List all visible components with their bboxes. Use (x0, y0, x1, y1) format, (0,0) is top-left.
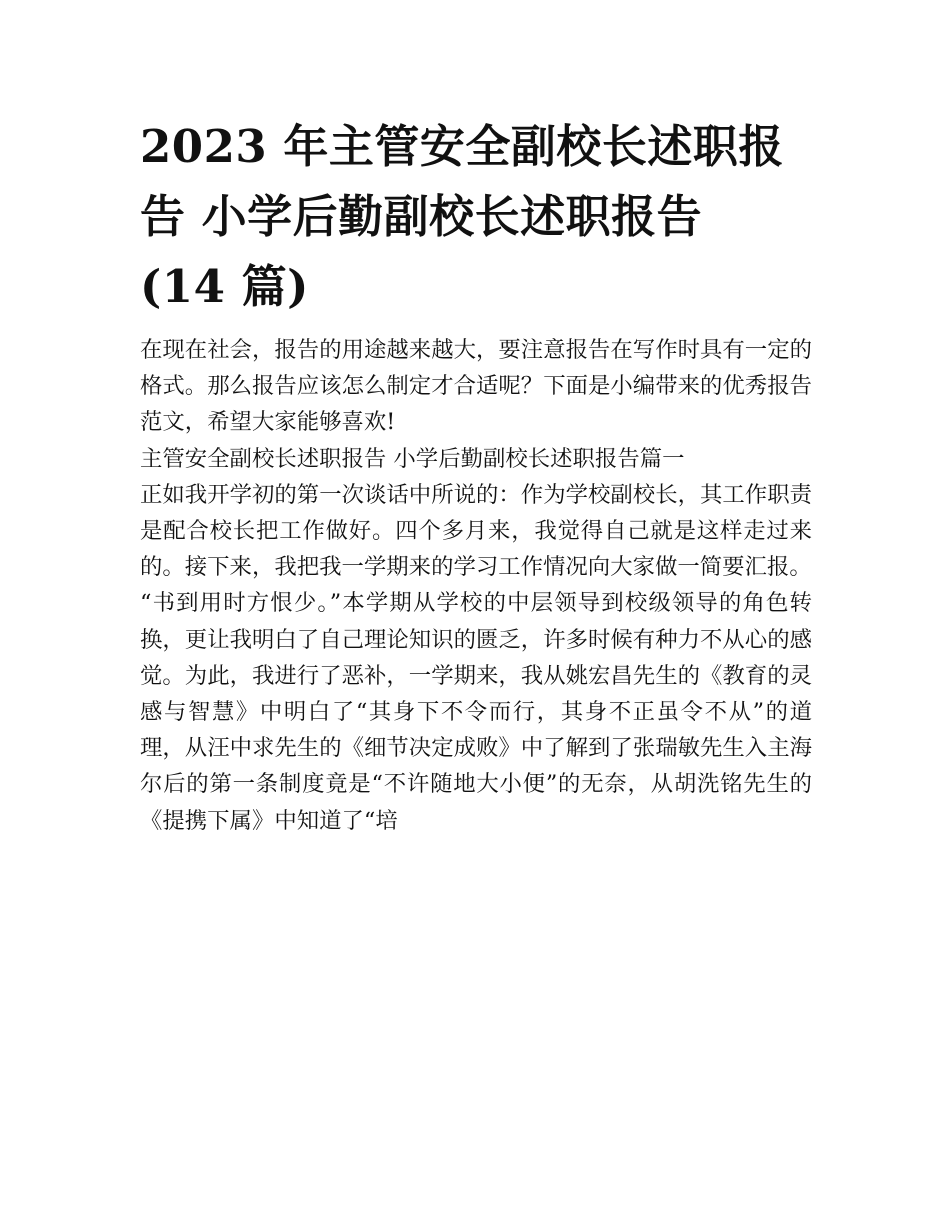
title-line-2: 告 小学后勤副校长述职报告 (140, 190, 703, 243)
intro-paragraph: 在现在社会，报告的用途越来越大，要注意报告在写作时具有一定的格式。那么报告应该怎么制定才合适呢？下面是小编带来的优秀报告范文，希望大家能够喜欢! (140, 337, 812, 436)
title-line-1: 2023 年主管安全副校长述职报 (140, 120, 784, 173)
section-heading: 主管安全副校长述职报告 小学后勤副校长述职报告篇一 (140, 445, 685, 472)
body-paragraph-2: “书到用时方恨少。”本学期从学校的中层领导到校级领导的角色转换，更让我明白了自己理论知识的匮乏，许多时候有种力不从心的感觉。为此，我进行了恶补，一学期来，我从姚宏昌先生的《教育的灵感与智慧》中明白了“其身下不令而行，其身不正虽令不从”的道理，从汪中求先生的《细节决定成败》中了解到了张瑞敏先生入主海尔后的第一条制度竟是“不许随地大小便”的无奈，从胡洗铭先生的《提携下属》中知道了“培 (140, 590, 812, 834)
document-page (140, 112, 812, 839)
document-title (140, 112, 812, 322)
document-body (140, 332, 812, 839)
title-line-3: (14 篇) (140, 260, 309, 313)
body-paragraph-1: 正如我开学初的第一次谈话中所说的：作为学校副校长，其工作职责是配合校长把工作做好。四个多月来，我觉得自己就是这样走过来的。接下来，我把我一学期来的学习工作情况向大家做一简要汇报。 (140, 481, 812, 581)
